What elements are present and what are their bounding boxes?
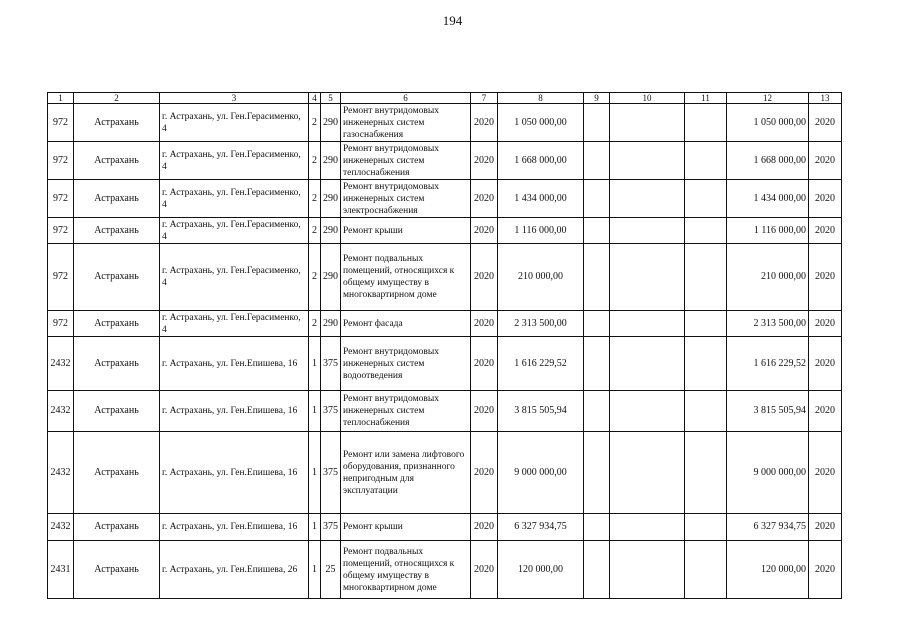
cost-cell: 1 050 000,00 (498, 104, 584, 142)
work-type-cell: Ремонт внутридомовых инженерных систем электроснабжения (341, 180, 471, 218)
end-year-cell: 2020 (809, 142, 842, 180)
table-row (48, 514, 842, 541)
cost-cell: 120 000,00 (498, 541, 584, 599)
cost-cell: 1 616 229,52 (498, 337, 584, 391)
col9-cell (584, 142, 610, 180)
cost-cell: 1 434 000,00 (498, 180, 584, 218)
col11-cell (685, 514, 727, 541)
column-header: 13 (809, 93, 842, 104)
col5-cell: 375 (321, 337, 341, 391)
col9-cell (584, 180, 610, 218)
col5-cell: 290 (321, 180, 341, 218)
work-type-cell: Ремонт внутридомовых инженерных систем газоснабжения (341, 104, 471, 142)
house-id-cell: 972 (48, 218, 74, 244)
end-year-cell: 2020 (809, 244, 842, 311)
col9-cell (584, 541, 610, 599)
end-year-cell: 2020 (809, 541, 842, 599)
cost-cell: 2 313 500,00 (498, 311, 584, 337)
col5-cell: 290 (321, 104, 341, 142)
col5-cell: 25 (321, 541, 341, 599)
table-row (48, 104, 842, 142)
year-cell: 2020 (471, 311, 498, 337)
col10-cell (610, 142, 685, 180)
total-cell: 1 050 000,00 (727, 104, 809, 142)
year-cell: 2020 (471, 541, 498, 599)
col9-cell (584, 244, 610, 311)
work-type-cell: Ремонт внутридомовых инженерных систем теплоснабжения (341, 391, 471, 432)
header-row (48, 93, 842, 104)
col10-cell (610, 391, 685, 432)
city-cell: Астрахань (74, 104, 160, 142)
address-cell: г. Астрахань, ул. Ген.Герасименко, 4 (160, 311, 309, 337)
column-header: 8 (498, 93, 584, 104)
col9-cell (584, 337, 610, 391)
work-type-cell: Ремонт подвальных помещений, относящихся к общему имуществу в многоквартирном доме (341, 244, 471, 311)
house-id-cell: 2432 (48, 391, 74, 432)
col4-cell: 1 (309, 514, 321, 541)
col11-cell (685, 311, 727, 337)
work-type-cell: Ремонт крыши (341, 514, 471, 541)
work-type-cell: Ремонт внутридомовых инженерных систем теплоснабжения (341, 142, 471, 180)
address-cell: г. Астрахань, ул. Ген.Епишева, 16 (160, 514, 309, 541)
col10-cell (610, 337, 685, 391)
address-cell: г. Астрахань, ул. Ген.Епишева, 16 (160, 432, 309, 514)
table-row (48, 541, 842, 599)
year-cell: 2020 (471, 391, 498, 432)
total-cell: 210 000,00 (727, 244, 809, 311)
col4-cell: 2 (309, 311, 321, 337)
col11-cell (685, 391, 727, 432)
city-cell: Астрахань (74, 514, 160, 541)
total-cell: 6 327 934,75 (727, 514, 809, 541)
house-id-cell: 972 (48, 311, 74, 337)
col4-cell: 2 (309, 244, 321, 311)
work-type-cell: Ремонт внутридомовых инженерных систем водоотведения (341, 337, 471, 391)
year-cell: 2020 (471, 337, 498, 391)
col4-cell: 2 (309, 180, 321, 218)
address-cell: г. Астрахань, ул. Ген.Герасименко, 4 (160, 244, 309, 311)
table-row (48, 142, 842, 180)
total-cell: 1 668 000,00 (727, 142, 809, 180)
column-header: 4 (309, 93, 321, 104)
col5-cell: 375 (321, 514, 341, 541)
col9-cell (584, 514, 610, 541)
column-header: 12 (727, 93, 809, 104)
column-header: 1 (48, 93, 74, 104)
city-cell: Астрахань (74, 311, 160, 337)
end-year-cell: 2020 (809, 180, 842, 218)
col11-cell (685, 337, 727, 391)
work-type-cell: Ремонт или замена лифтового оборудования, признанного непригодным для эксплуатации (341, 432, 471, 514)
cost-cell: 1 668 000,00 (498, 142, 584, 180)
table-row (48, 218, 842, 244)
address-cell: г. Астрахань, ул. Ген.Герасименко, 4 (160, 104, 309, 142)
col11-cell (685, 218, 727, 244)
column-header: 2 (74, 93, 160, 104)
table-row (48, 180, 842, 218)
col11-cell (685, 541, 727, 599)
year-cell: 2020 (471, 244, 498, 311)
col4-cell: 1 (309, 432, 321, 514)
total-cell: 1 116 000,00 (727, 218, 809, 244)
col9-cell (584, 104, 610, 142)
total-cell: 3 815 505,94 (727, 391, 809, 432)
column-header: 3 (160, 93, 309, 104)
total-cell: 1 434 000,00 (727, 180, 809, 218)
address-cell: г. Астрахань, ул. Ген.Герасименко, 4 (160, 218, 309, 244)
house-id-cell: 972 (48, 180, 74, 218)
total-cell: 120 000,00 (727, 541, 809, 599)
city-cell: Астрахань (74, 142, 160, 180)
col5-cell: 290 (321, 142, 341, 180)
col11-cell (685, 104, 727, 142)
total-cell: 1 616 229,52 (727, 337, 809, 391)
cost-cell: 9 000 000,00 (498, 432, 584, 514)
col5-cell: 290 (321, 311, 341, 337)
house-id-cell: 2432 (48, 337, 74, 391)
col10-cell (610, 218, 685, 244)
end-year-cell: 2020 (809, 311, 842, 337)
address-cell: г. Астрахань, ул. Ген.Герасименко, 4 (160, 180, 309, 218)
col9-cell (584, 218, 610, 244)
table-row (48, 391, 842, 432)
year-cell: 2020 (471, 180, 498, 218)
city-cell: Астрахань (74, 218, 160, 244)
total-cell: 9 000 000,00 (727, 432, 809, 514)
col11-cell (685, 180, 727, 218)
cost-cell: 3 815 505,94 (498, 391, 584, 432)
col9-cell (584, 432, 610, 514)
col4-cell: 2 (309, 218, 321, 244)
cost-cell: 210 000,00 (498, 244, 584, 311)
city-cell: Астрахань (74, 541, 160, 599)
table-row (48, 337, 842, 391)
column-header: 6 (341, 93, 471, 104)
end-year-cell: 2020 (809, 218, 842, 244)
address-cell: г. Астрахань, ул. Ген.Епишева, 16 (160, 391, 309, 432)
col10-cell (610, 180, 685, 218)
year-cell: 2020 (471, 218, 498, 244)
year-cell: 2020 (471, 432, 498, 514)
col4-cell: 2 (309, 104, 321, 142)
table-row (48, 432, 842, 514)
work-type-cell: Ремонт подвальных помещений, относящихся к общему имуществу в многоквартирном доме (341, 541, 471, 599)
house-id-cell: 2432 (48, 432, 74, 514)
year-cell: 2020 (471, 514, 498, 541)
col10-cell (610, 244, 685, 311)
work-type-cell: Ремонт крыши (341, 218, 471, 244)
address-cell: г. Астрахань, ул. Ген.Герасименко, 4 (160, 142, 309, 180)
table-row (48, 244, 842, 311)
table-row (48, 311, 842, 337)
col5-cell: 375 (321, 432, 341, 514)
col10-cell (610, 514, 685, 541)
col10-cell (610, 311, 685, 337)
city-cell: Астрахань (74, 244, 160, 311)
col5-cell: 290 (321, 244, 341, 311)
col4-cell: 2 (309, 142, 321, 180)
year-cell: 2020 (471, 142, 498, 180)
work-type-cell: Ремонт фасада (341, 311, 471, 337)
city-cell: Астрахань (74, 337, 160, 391)
city-cell: Астрахань (74, 391, 160, 432)
col5-cell: 290 (321, 218, 341, 244)
address-cell: г. Астрахань, ул. Ген.Епишева, 26 (160, 541, 309, 599)
column-header: 7 (471, 93, 498, 104)
col11-cell (685, 142, 727, 180)
end-year-cell: 2020 (809, 104, 842, 142)
col5-cell: 375 (321, 391, 341, 432)
end-year-cell: 2020 (809, 432, 842, 514)
cost-cell: 1 116 000,00 (498, 218, 584, 244)
column-header: 10 (610, 93, 685, 104)
year-cell: 2020 (471, 104, 498, 142)
house-id-cell: 972 (48, 104, 74, 142)
column-header: 5 (321, 93, 341, 104)
city-cell: Астрахань (74, 432, 160, 514)
page-number: 194 (442, 13, 463, 28)
house-id-cell: 2431 (48, 541, 74, 599)
col4-cell: 1 (309, 541, 321, 599)
col11-cell (685, 432, 727, 514)
house-id-cell: 2432 (48, 514, 74, 541)
cost-cell: 6 327 934,75 (498, 514, 584, 541)
col10-cell (610, 432, 685, 514)
col10-cell (610, 104, 685, 142)
col9-cell (584, 311, 610, 337)
col10-cell (610, 541, 685, 599)
col4-cell: 1 (309, 337, 321, 391)
house-id-cell: 972 (48, 142, 74, 180)
col9-cell (584, 391, 610, 432)
end-year-cell: 2020 (809, 514, 842, 541)
col11-cell (685, 244, 727, 311)
end-year-cell: 2020 (809, 337, 842, 391)
address-cell: г. Астрахань, ул. Ген.Епишева, 16 (160, 337, 309, 391)
col4-cell: 1 (309, 391, 321, 432)
city-cell: Астрахань (74, 180, 160, 218)
column-header: 11 (685, 93, 727, 104)
house-id-cell: 972 (48, 244, 74, 311)
column-header: 9 (584, 93, 610, 104)
repair-register-table (47, 92, 842, 599)
total-cell: 2 313 500,00 (727, 311, 809, 337)
end-year-cell: 2020 (809, 391, 842, 432)
